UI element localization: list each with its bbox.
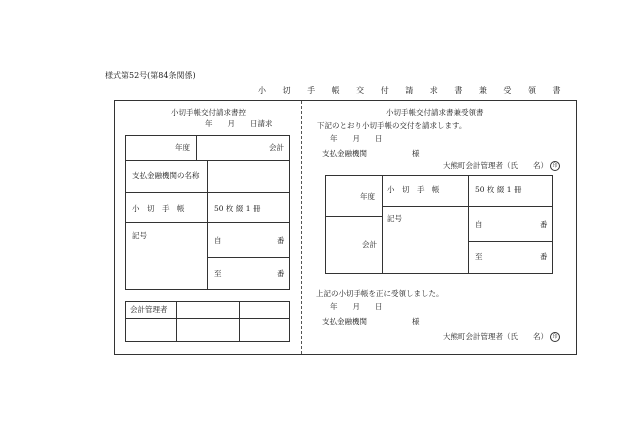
seal-icon: 印 [550, 161, 560, 171]
right-ji-label: 自 [475, 220, 483, 229]
left-kaikei-label: 会計 [269, 143, 284, 152]
left-heading: 小切手帳交付請求書控 [171, 108, 246, 117]
left-kigo-label: 記号 [132, 231, 147, 240]
left-count-value: 50 枚 綴 1 冊 [214, 204, 261, 213]
right-sama2: 様 [412, 317, 420, 326]
right-ji-ban: 番 [540, 220, 548, 229]
right-kaikei-label: 会計 [362, 240, 377, 249]
form-number: 様式第52号(第84条関係) [105, 71, 196, 80]
left-ji-label: 自 [214, 236, 222, 245]
left-manager-label: 会計管理者 [130, 305, 168, 314]
left-ji-ban: 番 [277, 236, 285, 245]
left-nendo-label: 年度 [175, 143, 190, 152]
form-title: 小 切 手 帳 交 付 請 求 書 兼 受 領 書 [258, 86, 568, 95]
right-receipt-text: 上記の小切手帳を正に受領しました。 [316, 289, 444, 298]
right-count-value: 50 枚 綴 1 冊 [475, 185, 522, 194]
right-sama: 様 [412, 149, 420, 158]
right-nendo-label: 年度 [360, 192, 375, 201]
left-shi-ban: 番 [277, 269, 285, 278]
left-kogitte-label: 小 切 手 帳 [132, 204, 185, 213]
center-divider [301, 101, 302, 354]
right-heading: 小切手帳交付請求書兼受領書 [386, 108, 484, 117]
right-manager-line2: 大熊町会計管理者（氏 名） 印 [443, 332, 560, 342]
right-request-text: 下記のとおり小切手帳の交付を請求します。 [317, 121, 467, 130]
right-kogitte-label: 小 切 手 帳 [387, 185, 440, 194]
right-date-line2: 年 月 日 [330, 302, 383, 311]
seal-icon: 印 [550, 332, 560, 342]
left-shiharai-label: 支払金融機関の名称 [132, 171, 200, 180]
right-manager-line: 大熊町会計管理者（氏 名） 印 [443, 161, 560, 171]
right-shiharai-label: 支払金融機関 [322, 149, 367, 158]
left-shi-label: 至 [214, 269, 222, 278]
right-date-line: 年 月 日 [330, 134, 383, 143]
right-shi-label: 至 [475, 252, 483, 261]
left-date-line: 年 月 日請求 [205, 119, 273, 128]
right-kigo-label: 記号 [387, 214, 402, 223]
right-shi-ban: 番 [540, 252, 548, 261]
right-shiharai-label2: 支払金融機関 [322, 317, 367, 326]
